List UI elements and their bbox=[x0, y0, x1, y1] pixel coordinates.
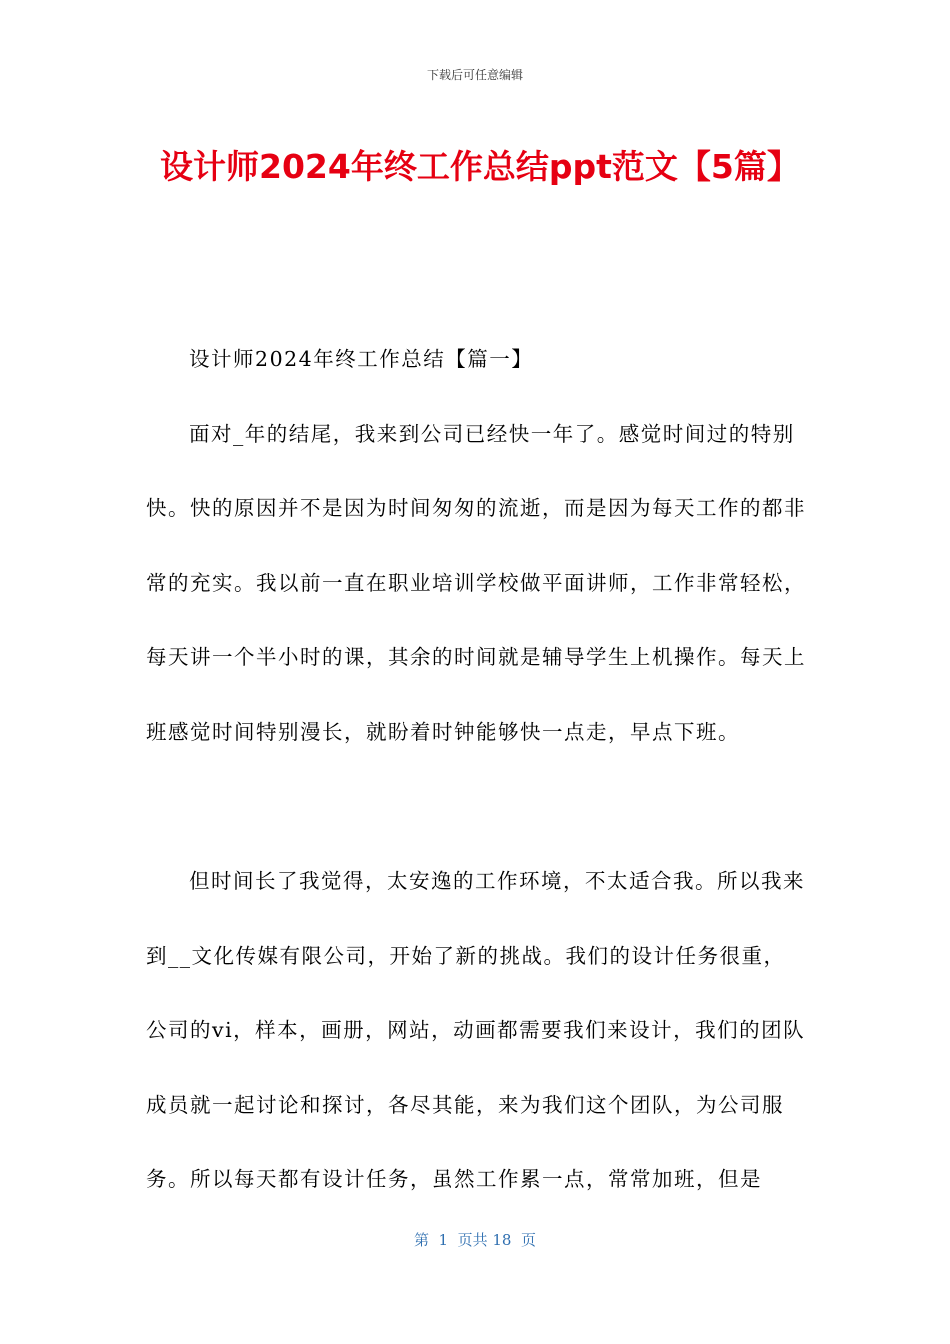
paragraph-gap bbox=[146, 769, 806, 844]
page-header: 下载后可任意编辑 bbox=[426, 68, 523, 82]
document-body bbox=[146, 322, 806, 1217]
page-footer: 第 1 页共 18 页 bbox=[413, 1231, 536, 1249]
paragraph-2: 但时间长了我觉得，太安逸的工作环境，不太适合我。所以我来到__文化传媒有限公司，开始了新的挑战。我们的设计任务很重，公司的vi，样本，画册，网站，动画都需要我们来设计，我们的团队成员就一起讨论和探讨，各尽其能，来为我们这个团队，为公司服务。所以每天都有设计任务，虽然工作累一点，常常加班，但是 bbox=[146, 869, 806, 1191]
section-heading: 设计师2024年终工作总结【篇一】 bbox=[189, 347, 534, 371]
paragraph-1: 面对_年的结尾，我来到公司已经快一年了。感觉时间过的特别快。快的原因并不是因为时间匆匆的流逝，而是因为每天工作的都非常的充实。我以前一直在职业培训学校做平面讲师，工作非常轻松，每天讲一个半小时的课，其余的时间就是辅导学生上机操作。每天上班感觉时间特别漫长，就盼着时钟能够快一点走，早点下班。 bbox=[146, 421, 806, 744]
document-title: 设计师2024年终工作总结ppt范文【5篇】 bbox=[160, 147, 800, 186]
